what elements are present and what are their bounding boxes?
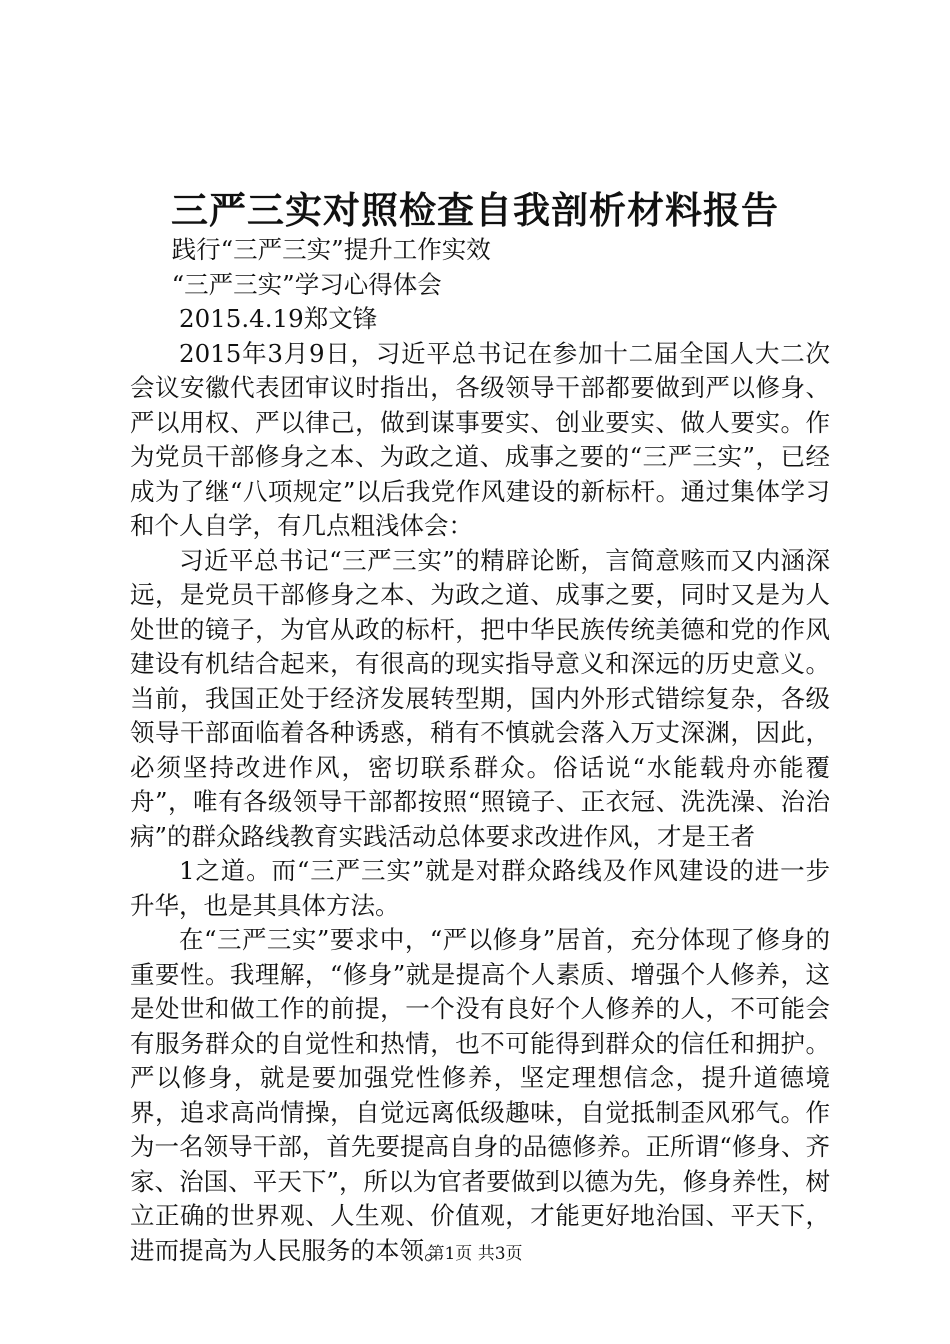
subtitle-1: 践行“三严三实”提升工作实效 <box>171 235 491 264</box>
date-author: 2015.4.19郑文锋 <box>179 304 378 333</box>
page-footer: 第1页 共3页 <box>427 1244 523 1264</box>
paragraph: 1之道。而“三严三实”就是对群众路线及作风建设的进一步升华，也是其具体方法。 <box>130 856 830 920</box>
document-title: 三严三实对照检查自我剖析材料报告 <box>171 188 779 232</box>
document-body <box>130 233 830 1268</box>
paragraph: 2015年3月9日，习近平总书记在参加十二届全国人大二次会议安徽代表团审议时指出，各级领导干部都要做到严以修身、严以用权、严以律己，做到谋事要实、创业要实、做人要实。作为党员干部修身之本、为政之道、成事之要的“三严三实”，已经成为了继“八项规定”以后我党作风建设的新标杆。通过集体学习和个人自学，有几点粗浅体会： <box>130 338 830 540</box>
paragraph: 习近平总书记“三严三实”的精辟论断，言简意赅而又内涵深远，是党员干部修身之本、为政之道、成事之要，同时又是为人处世的镜子，为官从政的标杆，把中华民族传统美德和党的作风建设有机结合起来，有很高的现实指导意义和深远的历史意义。当前，我国正处于经济发展转型期，国内外形式错综复杂，各级领导干部面临着各种诱惑，稍有不慎就会落入万丈深渊，因此，必须坚持改进作风，密切联系群众。俗话说“水能载舟亦能覆舟”，唯有各级领导干部都按照“照镜子、正衣冠、洗洗澡、治治病”的群众路线教育实践活动总体要求改进作风，才是王者 <box>130 545 830 851</box>
paragraph: 在“三严三实”要求中，“严以修身”居首，充分体现了修身的重要性。我理解，“修身”就是提高个人素质、增强个人修养，这是处世和做工作的前提，一个没有良好个人修养的人，不可能会有服务群众的自觉性和热情，也不可能得到群众的信任和拥护。严以修身，就是要加强党性修养，坚定理想信念，提升道德境界，追求高尚情操，自觉远离低级趣味，自觉抵制歪风邪气。作为一名领导干部，首先要提高自身的品德修养。正所谓“修身、齐家、治国、平天下”，所以为官者要做到以德为先，修身养性，树立正确的世界观、人生观、价值观，才能更好地治国、平天下，进而提高为人民服务的本领。 <box>130 925 830 1265</box>
subtitle-2: “三严三实”学习心得体会 <box>171 269 442 299</box>
